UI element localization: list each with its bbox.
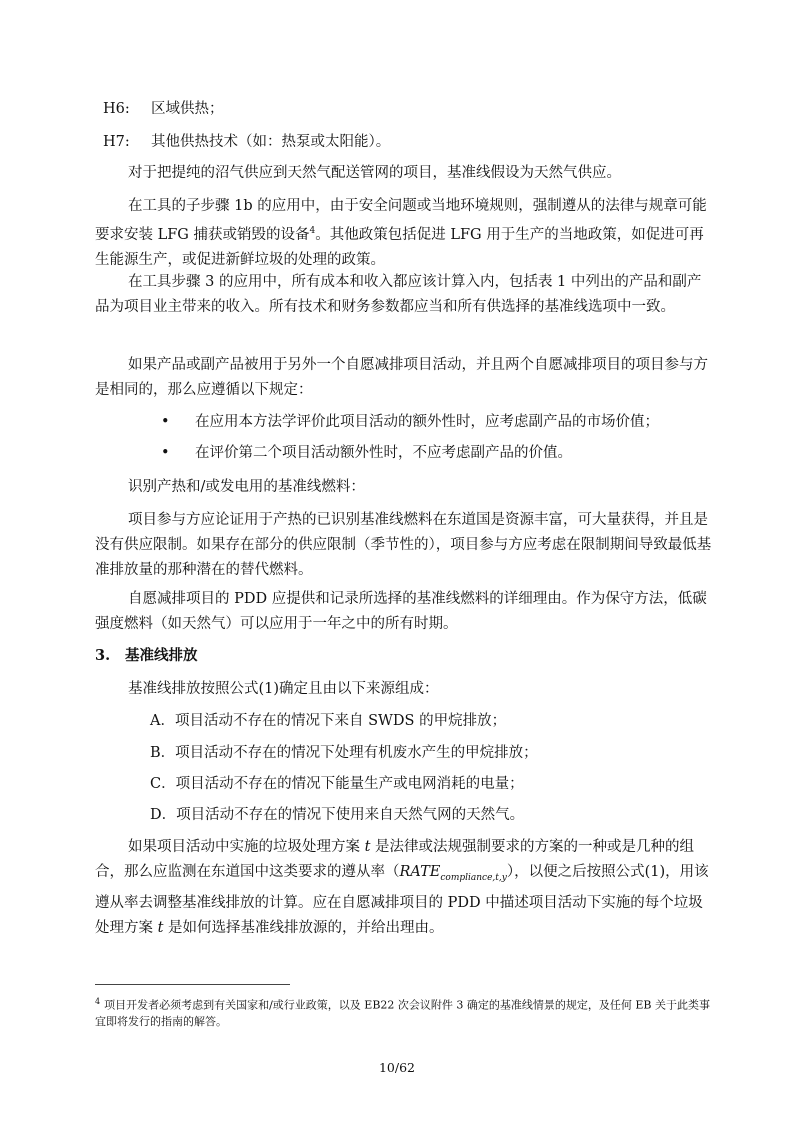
paragraph-emission-sources: 基准线排放按照公式(1)确定且由以下来源组成：	[128, 681, 439, 697]
footnote	[95, 994, 715, 1030]
paragraph-substep-1b	[95, 194, 715, 273]
paragraph-baseline-fuel: 识别产热和/或发电用的基准线燃料：	[128, 479, 365, 495]
footnote-divider	[95, 984, 290, 985]
item-label: H6:	[103, 101, 130, 117]
source-item-d: D．项目活动不存在的情况下使用来自天然气网的天然气。	[150, 807, 525, 823]
text: 。其他政策包括促进 LFG 用于生产的当地政策，如促进可再生能源生产，或促进新鲜垃圾的处理的政策。	[95, 226, 704, 268]
item-text: 区域供热；	[151, 101, 224, 117]
footnote-number: 4	[95, 997, 101, 1006]
bullet-text: 在评价第二个项目活动额外性时，不应考虑副产品的价值。	[195, 445, 572, 461]
variable-rate-name: RATE	[399, 864, 441, 880]
paragraph-compliance-rate	[95, 835, 715, 941]
variable-t: t	[364, 839, 371, 855]
text: 在工具的子步骤 1b 的应用中，由于安全问题或当地环境规则，强制遵从的法律与规章可能要求安装 LFG 捕获或销毁的设备	[95, 198, 707, 243]
source-item-c: C．项目活动不存在的情况下能量生产或电网消耗的电量；	[150, 776, 524, 792]
text: 是法律或法规强制要求的方案的一种或是几种的组合，那么应监测在东道国中这类要求的遵从率（	[95, 839, 695, 880]
variable-t: t	[157, 919, 164, 936]
page-number: 10/62	[378, 1060, 416, 1075]
paragraph-step-3: 在工具步骤 3 的应用中，所有成本和收入都应该计算入内，包括表 1 中列出的产品和副产品为项目业主带来的收入。所有技术和财务参数都应当和所有供选择的基准线选项中一致。	[95, 274, 702, 315]
variable-rate	[399, 864, 507, 883]
footnote-ref: 4	[309, 226, 316, 236]
text: 如果项目活动中实施的垃圾处理方案	[128, 839, 365, 855]
section-heading	[95, 643, 198, 668]
variable-rate-subscript: compliance,t,y	[440, 872, 507, 883]
source-item-a: A．项目活动不存在的情况下来自 SWDS 的甲烷排放；	[150, 713, 507, 729]
item-label: H7:	[103, 134, 130, 150]
bullet-item	[161, 410, 659, 435]
list-item-h7	[103, 130, 390, 155]
bullet-item	[161, 441, 572, 466]
source-item-b: B．项目活动不存在的情况下处理有机废水产生的甲烷排放；	[150, 745, 538, 761]
item-text: 其他供热技术（如：热泵或太阳能）。	[151, 134, 391, 150]
paragraph-fuel-supply: 项目参与方应论证用于产热的已识别基准线燃料在东道国是资源丰富，可大量获得，并且是没有供应限制。如果存在部分的供应限制（季节性的），项目参与方应考虑在限制期间导致最低基准排放量的那种潜在的替代燃料。	[95, 512, 712, 578]
footnote-text: 项目开发者必须考虑到有关国家和/或行业政策，以及 EB22 次会议附件 3 确定的基准线情景的规定，及任何 EB 关于此类事宜即将发行的指南的解答。	[95, 998, 710, 1028]
paragraph-by-product: 如果产品或副产品被用于另外一个自愿减排项目活动，并且两个自愿减排项目的项目参与方是相同的，那么应遵循以下规定：	[95, 357, 708, 398]
text: ），以便之后按照公式(1)，用该遵从率去调整基准线排放的计算。应在自愿减排项目的 PDD 中描述项目活动下实施的每个垃圾处理方案	[95, 864, 709, 936]
paragraph-pdd-fuel: 自愿减排项目的 PDD 应提供和记录所选择的基准线燃料的详细理由。作为保守方法，低碳强度燃料（如天然气）可以应用于一年之中的所有时期。	[95, 591, 707, 632]
section-number: 3.	[95, 647, 111, 664]
section-title: 基准线排放	[125, 647, 198, 664]
bullet-text: 在应用本方法学评价此项目活动的额外性时，应考虑副产品的市场价值；	[195, 414, 659, 430]
list-item-h6	[103, 97, 224, 122]
bullet-icon: •	[161, 445, 170, 461]
bullet-icon: •	[161, 414, 170, 430]
paragraph-biogas: 对于把提纯的沼气供应到天然气配送管网的项目，基准线假设为天然气供应。	[128, 165, 621, 181]
text: 是如何选择基准线排放源的，并给出理由。	[163, 919, 444, 936]
